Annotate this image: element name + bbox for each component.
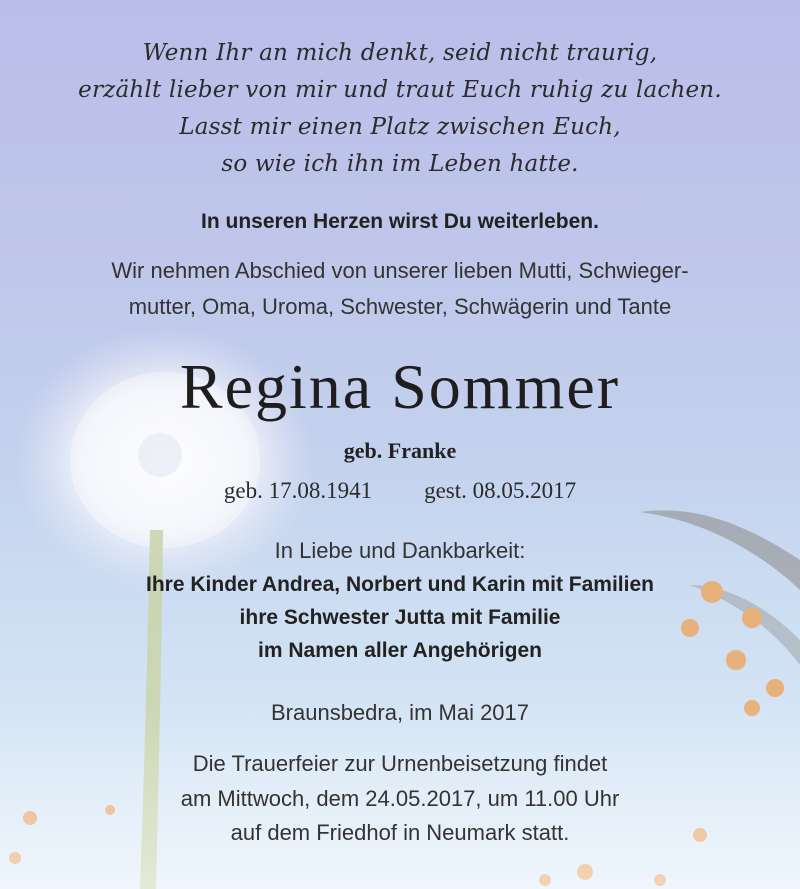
mourner-line-2: ihre Schwester Jutta mit Familie bbox=[239, 606, 561, 629]
intro-line-2: mutter, Oma, Uroma, Schwester, Schwägerin und Tante bbox=[128, 294, 672, 319]
poem-line-4: so wie ich ihn im Leben hatte. bbox=[221, 151, 579, 177]
service-line-3: auf dem Friedhof in Neumark statt. bbox=[230, 820, 570, 845]
poem-line-1: Wenn Ihr an mich denkt, seid nicht traurig, bbox=[142, 40, 658, 66]
poem-line-3: Lasst mir einen Platz zwischen Euch, bbox=[179, 114, 621, 140]
service-line-1: Die Trauerfeier zur Urnenbeisetzung findet bbox=[192, 751, 608, 776]
mourner-line-1: Ihre Kinder Andrea, Norbert und Karin mit Familien bbox=[146, 573, 654, 596]
deceased-name: Regina Sommer bbox=[179, 351, 621, 422]
life-dates bbox=[0, 478, 800, 504]
birth-name: geb. Franke bbox=[343, 438, 457, 463]
poem-line-2: erzählt lieber von mir und traut Euch ruhig zu lachen. bbox=[78, 77, 722, 103]
death-date: gest. 08.05.2017 bbox=[424, 478, 577, 503]
motto: In unseren Herzen wirst Du weiterleben. bbox=[201, 210, 599, 233]
mourner-line-3: im Namen aller Angehörigen bbox=[258, 639, 542, 662]
intro-line-1: Wir nehmen Abschied von unserer lieben Mutti, Schwieger- bbox=[111, 258, 689, 283]
service-line-2: am Mittwoch, dem 24.05.2017, um 11.00 Uhr bbox=[180, 786, 620, 811]
place-date: Braunsbedra, im Mai 2017 bbox=[270, 700, 530, 725]
birth-date: geb. 17.08.1941 bbox=[223, 478, 373, 503]
mourners-intro: In Liebe und Dankbarkeit: bbox=[274, 538, 526, 563]
